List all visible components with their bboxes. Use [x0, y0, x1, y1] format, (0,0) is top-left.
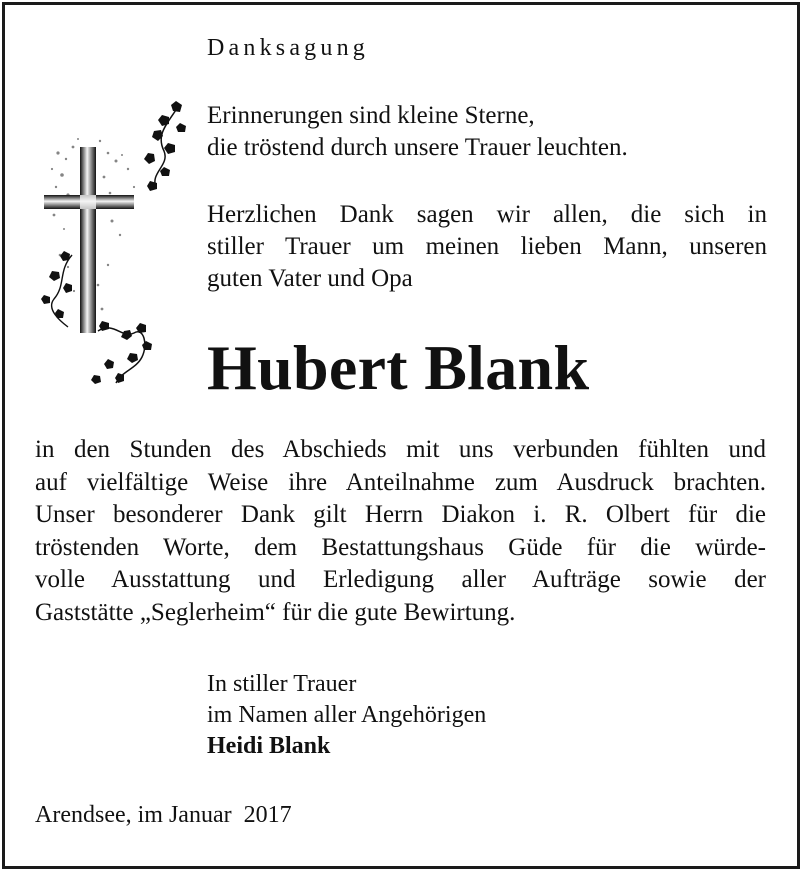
body-line: auf vielfältige Weise ihre Anteilnahme zum Ausdruck brachten. [35, 468, 766, 496]
closing-line: im Namen aller Angehörigen [207, 702, 487, 728]
notice-heading: Danksagung [207, 35, 369, 61]
quote-line: Erinnerungen sind kleine Sterne, [207, 102, 535, 129]
memorial-quote [207, 100, 628, 164]
body-line: in den Stunden des Abschieds mit uns verbunden fühlten und [35, 436, 766, 463]
closing-block [207, 669, 486, 762]
intro-line: guten Vater und Opa [207, 265, 413, 292]
body-line: tröstenden Worte, dem Bestattungshaus Güde für die würde- [35, 533, 766, 561]
thanks-body [35, 434, 766, 629]
thanks-intro [207, 199, 767, 295]
body-line: Gaststätte „Seglerheim“ für die gute Bewirtung. [35, 598, 516, 626]
body-line: volle Ausstattung und Erledigung aller Aufträge sowie der [35, 566, 766, 593]
cross-with-ivy-icon [38, 95, 198, 395]
intro-line: stiller Trauer um meinen lieben Mann, unseren [207, 233, 767, 260]
intro-line: Herzlichen Dank sagen wir allen, die sich in [207, 201, 767, 228]
quote-line: die tröstend durch unsere Trauer leuchten. [207, 134, 628, 161]
place-date: Arendsee, im Januar 2017 [35, 802, 292, 828]
body-line: Unser besonderer Dank gilt Herrn Diakon i. R. Olbert für die [35, 501, 766, 528]
closing-line: In stiller Trauer [207, 671, 357, 697]
signature: Heidi Blank [207, 733, 331, 759]
deceased-name: Hubert Blank [207, 332, 590, 403]
